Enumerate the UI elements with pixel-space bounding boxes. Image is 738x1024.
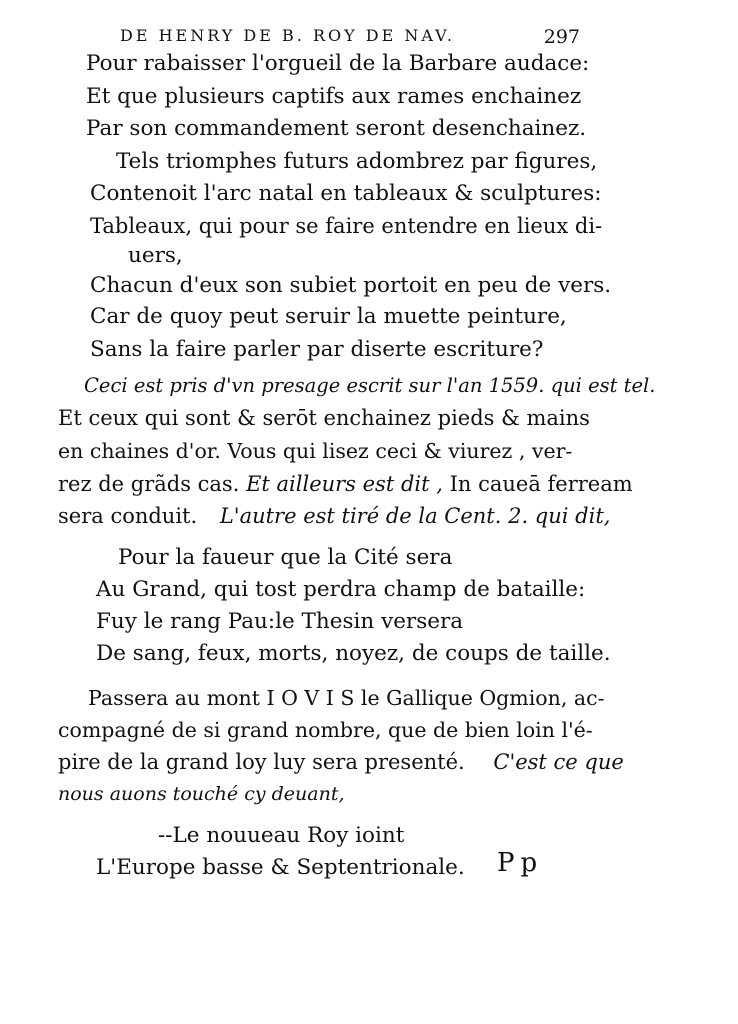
- verse-line: L'Europe basse & Septentrionale.: [96, 855, 465, 880]
- prose-segment: sera conduit.: [58, 504, 198, 528]
- prose-segment: pire de la grand loy luy sera presenté.: [58, 750, 465, 774]
- verse-line: Sans la faire parler par diserte escriture?: [90, 337, 544, 362]
- verse-line: Fuy le rang Pau:le Thesin versera: [96, 609, 464, 634]
- verse-line: Car de quoy peut seruir la muette peinture,: [90, 304, 567, 329]
- verse-line: Tels triomphes futurs adombrez par figures,: [116, 149, 598, 174]
- verse-line: Au Grand, qui tost perdra champ de bataille:: [96, 577, 586, 602]
- verse-line: Pour rabaisser l'orgueil de la Barbare audace:: [86, 51, 590, 76]
- page-header: [120, 26, 580, 52]
- prose-segment: In caueā ferream: [449, 472, 633, 496]
- prose-line: Et ceux qui sont & serōt enchainez pieds & mains: [58, 406, 590, 430]
- verse-line: uers,: [128, 243, 183, 268]
- running-title: DE HENRY DE B. ROY DE NAV.: [120, 26, 455, 45]
- prose-segment-italic: L'autre est tiré de la Cent. 2. qui dit,: [219, 504, 611, 528]
- prose-line-italic: nous auons touché cy deuant,: [58, 783, 345, 805]
- verse-line: Contenoit l'arc natal en tableaux & sculptures:: [90, 181, 602, 206]
- prose-line: [58, 470, 633, 498]
- verse-line: Et que plusieurs captifs aux rames enchainez: [86, 84, 582, 109]
- prose-line: [58, 502, 610, 530]
- prose-line: Ceci est pris d'vn presage escrit sur l'an 1559. qui est tel.: [84, 374, 656, 397]
- verse-line: Chacun d'eux son subiet portoit en peu de vers.: [90, 273, 612, 298]
- prose-line: en chaines d'or. Vous qui lisez ceci & viurez , ver-: [58, 439, 573, 463]
- verse-line: Pour la faueur que la Cité sera: [118, 545, 453, 570]
- signature-mark: Pp: [497, 848, 544, 878]
- prose-line: [58, 748, 624, 776]
- prose-line: compagné de si grand nombre, que de bien loin l'é-: [58, 718, 593, 742]
- prose-segment-italic: Et ailleurs est dit ,: [246, 472, 443, 496]
- prose-line: Passera au mont I O V I S le Gallique Ogmion, ac-: [88, 686, 605, 710]
- verse-line: Par son commandement seront desenchainez.: [86, 116, 587, 141]
- page-number: 297: [543, 26, 580, 48]
- verse-line: --Le nouueau Roy ioint: [158, 823, 405, 848]
- prose-segment-italic: C'est ce que: [493, 750, 624, 774]
- prose-segment: rez de grãds cas.: [58, 472, 240, 496]
- verse-line: Tableaux, qui pour se faire entendre en lieux di-: [90, 214, 603, 238]
- verse-line: De sang, feux, morts, noyez, de coups de taille.: [96, 641, 611, 666]
